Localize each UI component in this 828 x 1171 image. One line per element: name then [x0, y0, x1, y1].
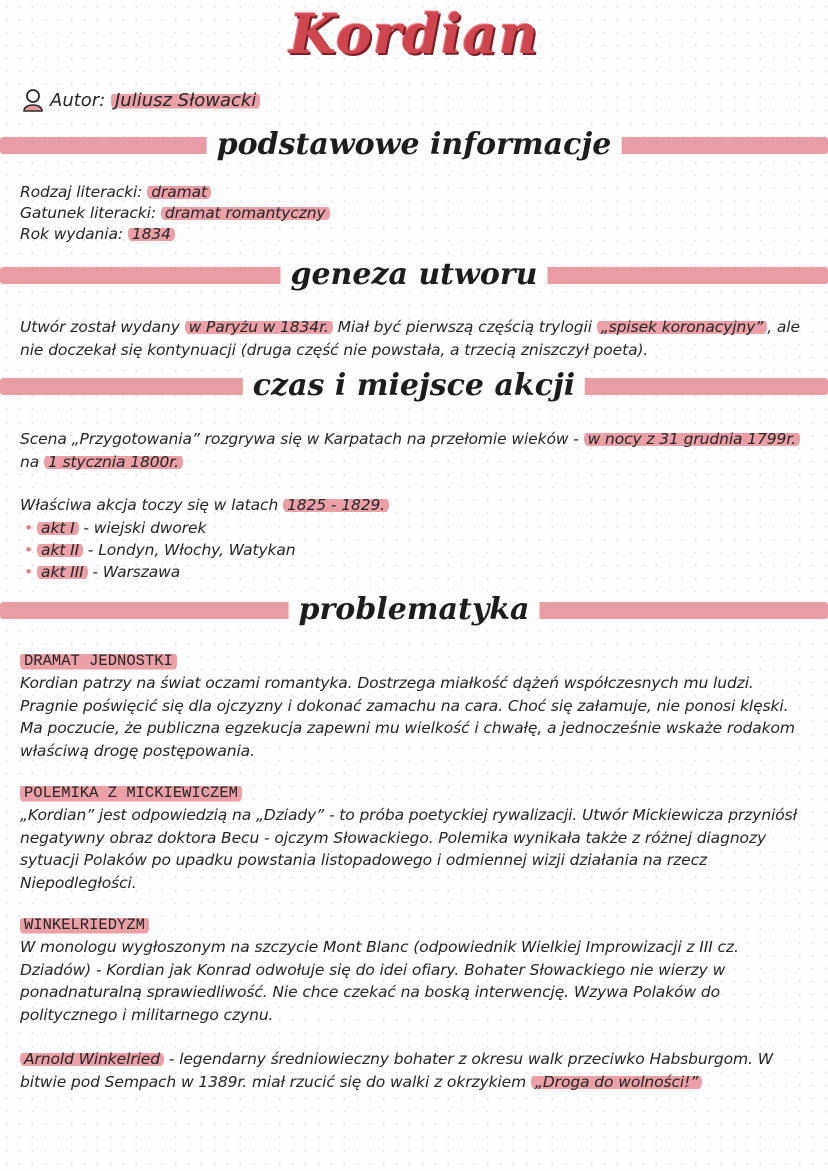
- year-value: 1834: [128, 225, 175, 243]
- text-run: na: [20, 452, 44, 471]
- text-run: , ale nie doczekał się kontynuacji (druga część nie powstała, a trzecią zniszczył poeta).: [20, 318, 800, 359]
- highlight: „Droga do wolności!”: [531, 1073, 702, 1091]
- acts-list: [24, 517, 810, 583]
- year-label: Rok wydania:: [20, 225, 123, 243]
- section-title: czas i miejsce akcji: [243, 368, 585, 403]
- paragraph: „Kordian” jest odpowiedzią na „Dziady” - to próba poetyckiej rywalizacji. Utwór Mickiewicza przyniósł negatywny obraz doktora Becu - ojczym Słowackiego. Polemika wynikała także z różnej diagnozy sytuacji Polaków po upadku powstania listopadowego i odmiennej wizji działania na rzecz Niepodległości.: [20, 806, 797, 892]
- section-title: podstawowe informacje: [207, 127, 622, 162]
- problem-2: [20, 781, 810, 894]
- action-text: [20, 494, 810, 583]
- act-label: akt III: [37, 563, 88, 581]
- genre-value: dramat: [147, 183, 211, 201]
- list-item: [24, 517, 810, 539]
- act-place: - wiejski dworek: [78, 518, 207, 537]
- paragraph: W monologu wygłoszonym na szczycie Mont Blanc (odpowiednik Wielkiej Improwizacji z III cz. Dziadów) - Kordian jak Konrad odwołuje się do idei ofiary. Bohater Słowackiego nie wierzy w ponadnaturalną sprawiedliwość. Nie chce czekać na boską interwencję. Wzywa Polaków do politycznego i militarnego czynu.: [20, 938, 739, 1024]
- scene-text: [20, 428, 810, 473]
- text-run: Scena „Przygotowania” rozgrywa się w Karpatach na przełomie wieków -: [20, 430, 584, 448]
- subheading: POLEMIKA Z MICKIEWICZEM: [20, 782, 242, 804]
- kind-label: Gatunek literacki:: [20, 204, 156, 222]
- genre-label: Rodzaj literacki:: [20, 183, 143, 201]
- subheading: DRAMAT JEDNOSTKI: [20, 650, 177, 672]
- act-place: - Warszawa: [87, 562, 181, 581]
- list-item: [24, 561, 810, 583]
- problem-3: [20, 913, 810, 1026]
- genesis-text: [20, 316, 810, 361]
- paragraph: Kordian patrzy na świat oczami romantyka. Dostrzega miałkość dążeń współczesnych mu ludzi. Pragnie poświęcić się dla ojczyzny i dokonać zamachu na cara. Choć się załamuje, nie ponosi klęski. Ma poczucie, że publiczna egzekucja zapewni mu wielkość i chwałę, a jednocześnie wskaże rodakom właściwą drogę postępowania.: [20, 674, 795, 760]
- page-title: Kordian: [289, 2, 539, 66]
- subheading: WINKELRIEDYZM: [20, 914, 149, 936]
- section-title: geneza utworu: [280, 257, 547, 292]
- author-name: Juliusz Słowacki: [111, 90, 260, 111]
- text-run: - legendarny średniowieczny bohater z okresu walk przeciwko Habsburgom. W bitwie pod Sempach w 1389r. miał rzucić się do walki z okrzykiem: [20, 1050, 773, 1091]
- act-label: akt II: [37, 541, 83, 559]
- author-label: Autor:: [50, 89, 106, 111]
- problem-4: [20, 1048, 810, 1093]
- text-run: Właściwa akcja toczy się w latach: [20, 496, 284, 514]
- highlight: w nocy z 31 grudnia 1799r.: [584, 430, 800, 448]
- highlight: w Paryżu w 1834r.: [185, 318, 333, 336]
- highlight: 1825 - 1829.: [283, 496, 389, 514]
- highlight: „spisek koronacyjny”: [597, 318, 767, 336]
- text-run: Miał być pierwszą częścią trylogii: [332, 318, 597, 336]
- highlight: 1 stycznia 1800r.: [44, 453, 183, 471]
- highlight: Arnold Winkelried: [20, 1050, 164, 1068]
- act-label: akt I: [37, 519, 79, 537]
- kind-value: dramat romantyczny: [161, 204, 330, 222]
- section-header-basic: [0, 125, 828, 165]
- section-header-problems: [0, 590, 828, 630]
- author-line: [22, 88, 260, 112]
- section-title: problematyka: [289, 592, 540, 627]
- section-header-genesis: [0, 255, 828, 295]
- problem-1: [20, 649, 810, 762]
- act-place: - Londyn, Włochy, Watykan: [83, 540, 296, 559]
- basic-info: [20, 182, 810, 245]
- list-item: [24, 539, 810, 561]
- section-header-time-place: [0, 366, 828, 406]
- text-run: Utwór został wydany: [20, 318, 185, 336]
- person-icon: [22, 88, 44, 112]
